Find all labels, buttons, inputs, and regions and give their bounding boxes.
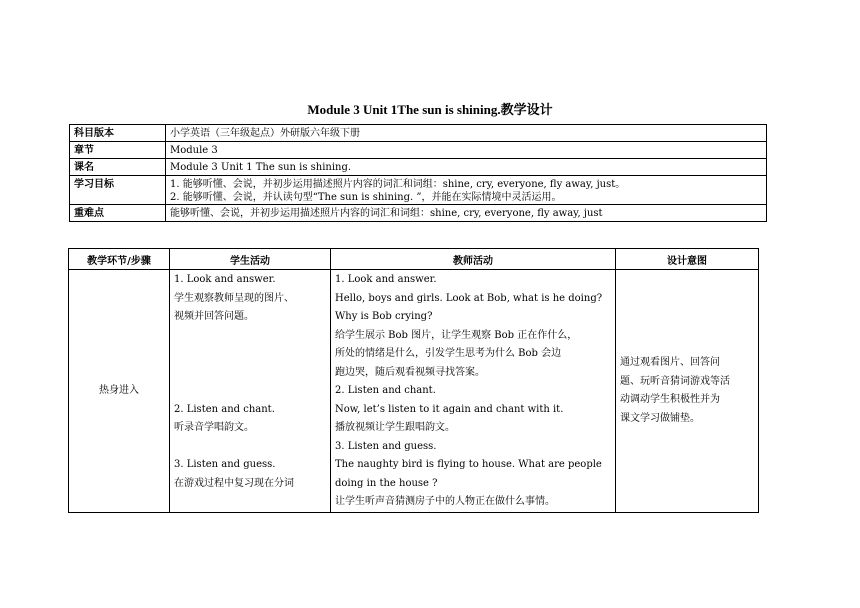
text-line: 给学生展示 Bob 图片，让学生观察 Bob 正在作什么， — [335, 329, 578, 341]
text-line: Hello, boys and girls. Look at Bob, what is he doing? — [335, 292, 603, 304]
teacher-activity-cell — [331, 270, 616, 513]
info-row — [70, 159, 767, 176]
info-row — [70, 142, 767, 159]
info-label: 学习目标 — [70, 176, 166, 205]
plan-row-warmup — [69, 270, 759, 513]
info-label: 课名 — [70, 159, 166, 176]
text-line: 通过观看图片、回答问 — [620, 357, 720, 369]
stage-cell: 热身进入 — [69, 270, 170, 513]
info-value — [166, 159, 767, 176]
info-value-line: 小学英语（三年级起点）外研版六年级下册 — [170, 128, 360, 139]
info-value — [166, 125, 767, 142]
text-line: 题、玩听音猜词游戏等活 — [620, 375, 730, 387]
info-label: 重难点 — [70, 205, 166, 222]
text-line: 动调动学生积极性并为 — [620, 394, 720, 406]
text-line: 在游戏过程中复习现在分词 — [174, 477, 294, 489]
info-value-line: 2. 能够听懂、会说，并认读句型“The sun is shining. ”，并能在实际情境中灵活运用。 — [170, 192, 562, 203]
info-row — [70, 125, 767, 142]
text-line: Why is Bob crying? — [335, 311, 433, 322]
text-line: doing in the house ? — [335, 477, 438, 489]
text-line: 1. Look and answer. — [174, 274, 276, 285]
header-design-intent: 设计意图 — [616, 249, 759, 270]
info-value-line: Module 3 Unit 1 The sun is shining. — [170, 162, 352, 173]
teacher-block-2 — [335, 382, 611, 438]
info-value-line: Module 3 — [170, 145, 218, 156]
text-line: 1. Look and answer. — [335, 274, 437, 285]
info-row — [70, 205, 767, 222]
text-line: 2. Listen and chant. — [335, 385, 436, 396]
text-line: 3. Listen and guess. — [174, 459, 276, 470]
info-value-line: 1. 能够听懂、会说，并初步运用描述照片内容的词汇和词组：shine, cry, everyone, fly away, just。 — [170, 179, 626, 190]
text-line: 听录音学唱韵文。 — [174, 422, 254, 433]
text-line: Now, let’s listen to it again and chant with it. — [335, 403, 564, 415]
text-line: 课文学习做铺垫。 — [620, 412, 700, 424]
header-stage: 教学环节/步骤 — [69, 249, 170, 270]
text-line: 播放视频让学生跟唱韵文。 — [335, 422, 455, 433]
text-line: 跑边哭，随后观看视频寻找答案。 — [335, 366, 485, 378]
info-label: 章节 — [70, 142, 166, 159]
design-intent-cell — [616, 270, 759, 513]
text-line: 视频并回答问题。 — [174, 311, 254, 322]
text-line: 所处的情绪是什么，引发学生思考为什么 Bob 会边 — [335, 348, 562, 359]
info-label: 科目版本 — [70, 125, 166, 142]
course-info-table — [69, 124, 767, 222]
text-line: 学生观察教师呈现的图片、 — [174, 292, 294, 304]
student-block-3 — [174, 456, 326, 493]
info-value — [166, 176, 767, 205]
header-student-activity: 学生活动 — [170, 249, 331, 270]
student-activity-cell — [170, 270, 331, 513]
text-line: The naughty bird is flying to house. What are people — [335, 459, 602, 470]
text-line: 2. Listen and chant. — [174, 403, 275, 415]
text-line: 3. Listen and guess. — [335, 440, 437, 452]
student-block-1 — [174, 271, 326, 327]
info-value — [166, 205, 767, 222]
intent-text — [620, 354, 754, 428]
student-block-2 — [174, 401, 326, 438]
lesson-plan-table — [68, 248, 759, 513]
info-value-line: 能够听懂、会说，并初步运用描述照片内容的词汇和词组：shine, cry, everyone, fly away, just — [170, 208, 603, 219]
header-teacher-activity: 教师活动 — [331, 249, 616, 270]
text-line: 让学生听声音猜测房子中的人物正在做什么事情。 — [335, 496, 555, 507]
teacher-block-3 — [335, 438, 611, 512]
teacher-block-1 — [335, 271, 611, 382]
document-title: Module 3 Unit 1The sun is shining.教学设计 — [307, 102, 553, 117]
info-value — [166, 142, 767, 159]
info-row — [70, 176, 767, 205]
plan-header-row — [69, 249, 759, 270]
